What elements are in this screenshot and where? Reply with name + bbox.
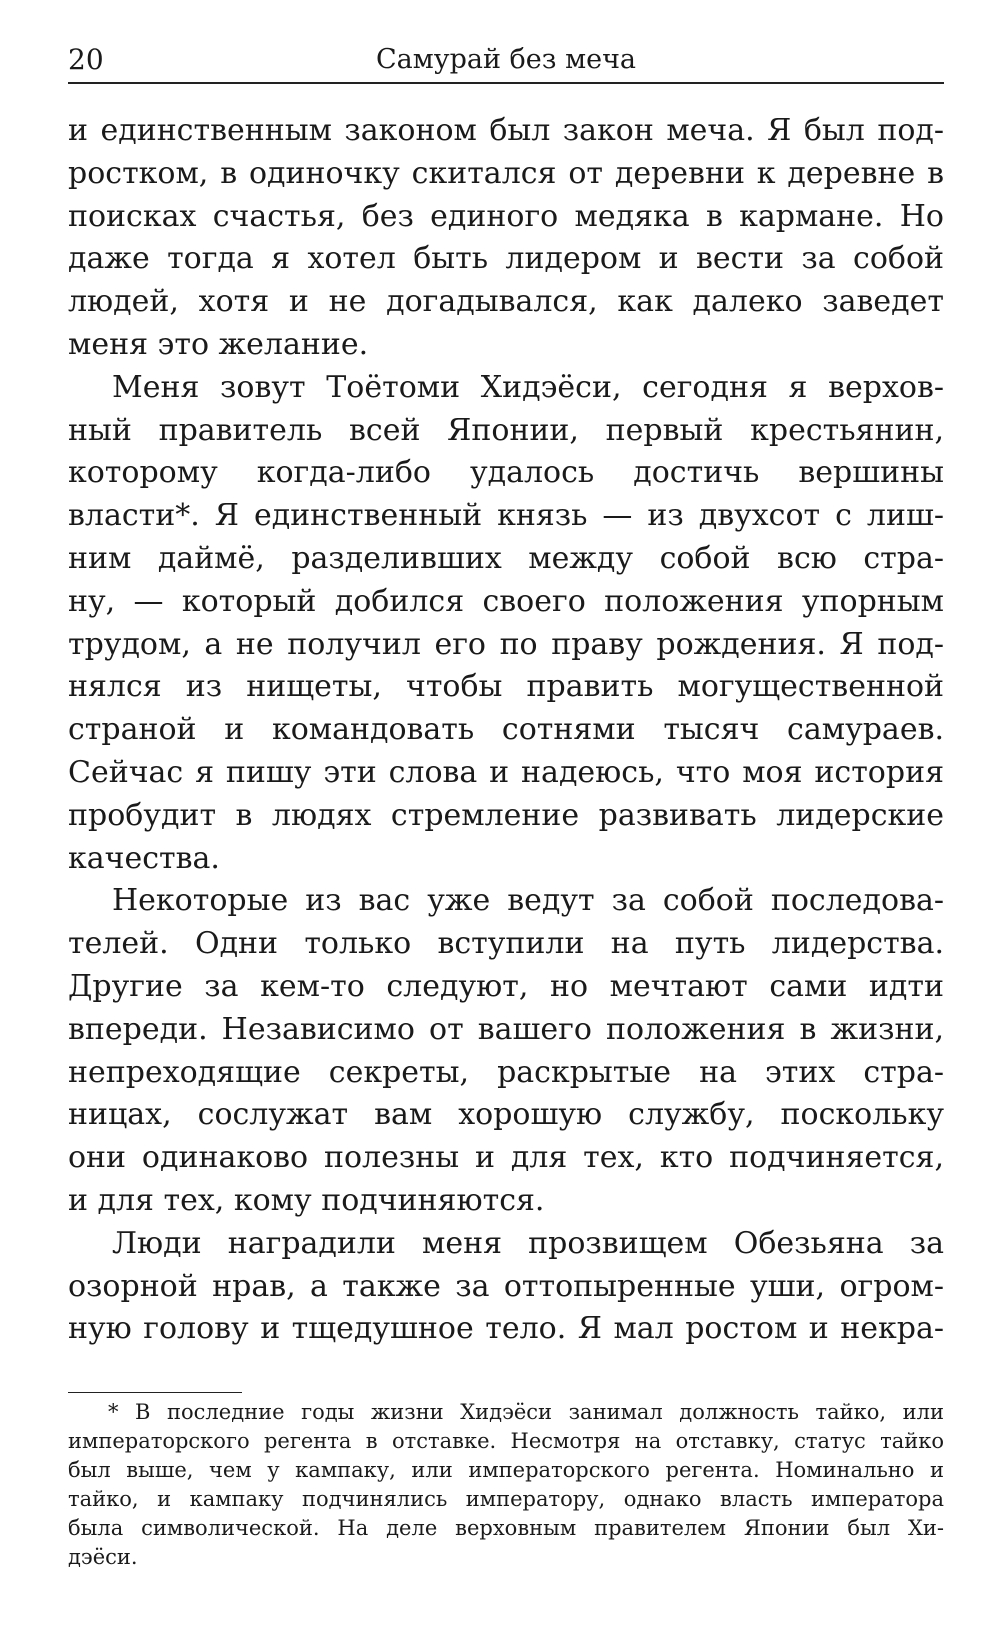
text-line: страной и командовать сотнями тысяч самураев. [68, 712, 944, 748]
running-head [68, 38, 944, 84]
text-line: власти*. Я единственный князь — из двухсот с лиш- [68, 498, 944, 534]
text-line: ну, — который добился своего положения упорным [68, 583, 944, 619]
footnote-line: императорского регента в отставке. Несмотря на отставку, статус тайко [68, 1429, 944, 1453]
text-line: ним даймё, разделивших между собой всю стра- [68, 540, 944, 576]
footnote-divider [68, 1392, 242, 1393]
text-line: Некоторые из вас уже ведут за собой последова- [112, 883, 944, 919]
page-number: 20 [68, 43, 104, 76]
text-line: непреходящие секреты, раскрытые на этих стра- [68, 1054, 944, 1090]
text-line: людей, хотя и не догадывался, как далеко заведет [68, 284, 944, 320]
text-line: телей. Одни только вступили на путь лидерства. [68, 926, 944, 962]
text-line: даже тогда я хотел быть лидером и вести за собой [68, 241, 944, 277]
book-title: Самурай без меча [375, 44, 637, 75]
text-line: и для тех, кому подчиняются. [68, 1182, 545, 1218]
footnote-line: * В последние годы жизни Хидэёси занимал должность тайко, или [108, 1400, 944, 1424]
text-line: Люди наградили меня прозвищем Обезьяна за [112, 1225, 944, 1261]
footnote-line: тайко, и кампаку подчинялись императору, однако власть императора [68, 1487, 944, 1511]
text-line: трудом, а не получил его по праву рождения. Я под- [68, 626, 944, 662]
text-line: ницах, сослужат вам хорошую службу, поскольку [68, 1097, 944, 1133]
text-line: Сейчас я пишу эти слова и надеюсь, что моя история [68, 754, 944, 790]
text-line: меня это желание. [68, 326, 369, 362]
text-line: озорной нрав, а также за оттопыренные уши, огром- [68, 1268, 944, 1304]
footnote-line: был выше, чем у кампаку, или императорского регента. Номинально и [68, 1458, 944, 1482]
text-line: ный правитель всей Японии, первый крестьянин, [68, 412, 944, 448]
body-text [68, 110, 944, 1351]
text-line: Другие за кем-то следуют, но мечтают сами идти [68, 968, 944, 1004]
text-line: они одинаково полезны и для тех, кто подчиняется, [68, 1140, 944, 1176]
text-line: и единственным законом был закон меча. Я был под- [68, 113, 944, 148]
text-line: которому когда-либо удалось достичь вершины [68, 455, 944, 491]
footnote-line: была символической. На деле верховным правителем Японии был Хи- [68, 1516, 944, 1540]
text-line: впереди. Независимо от вашего положения в жизни, [68, 1011, 944, 1047]
text-line: ростком, в одиночку скитался от деревни к деревне в [68, 155, 944, 191]
text-line: ную голову и тщедушное тело. Я мал ростом и некра- [68, 1311, 944, 1347]
text-line: пробудит в людях стремление развивать лидерские [68, 797, 944, 833]
footnote [68, 1398, 944, 1572]
text-line: нялся из нищеты, чтобы править могущественной [68, 669, 944, 705]
text-line: поисках счастья, без единого медяка в кармане. Но [68, 198, 944, 234]
text-line: качества. [68, 840, 220, 876]
footnote-line: дэёси. [68, 1545, 138, 1569]
text-line: Меня зовут Тоётоми Хидэёси, сегодня я верхов- [112, 369, 944, 405]
